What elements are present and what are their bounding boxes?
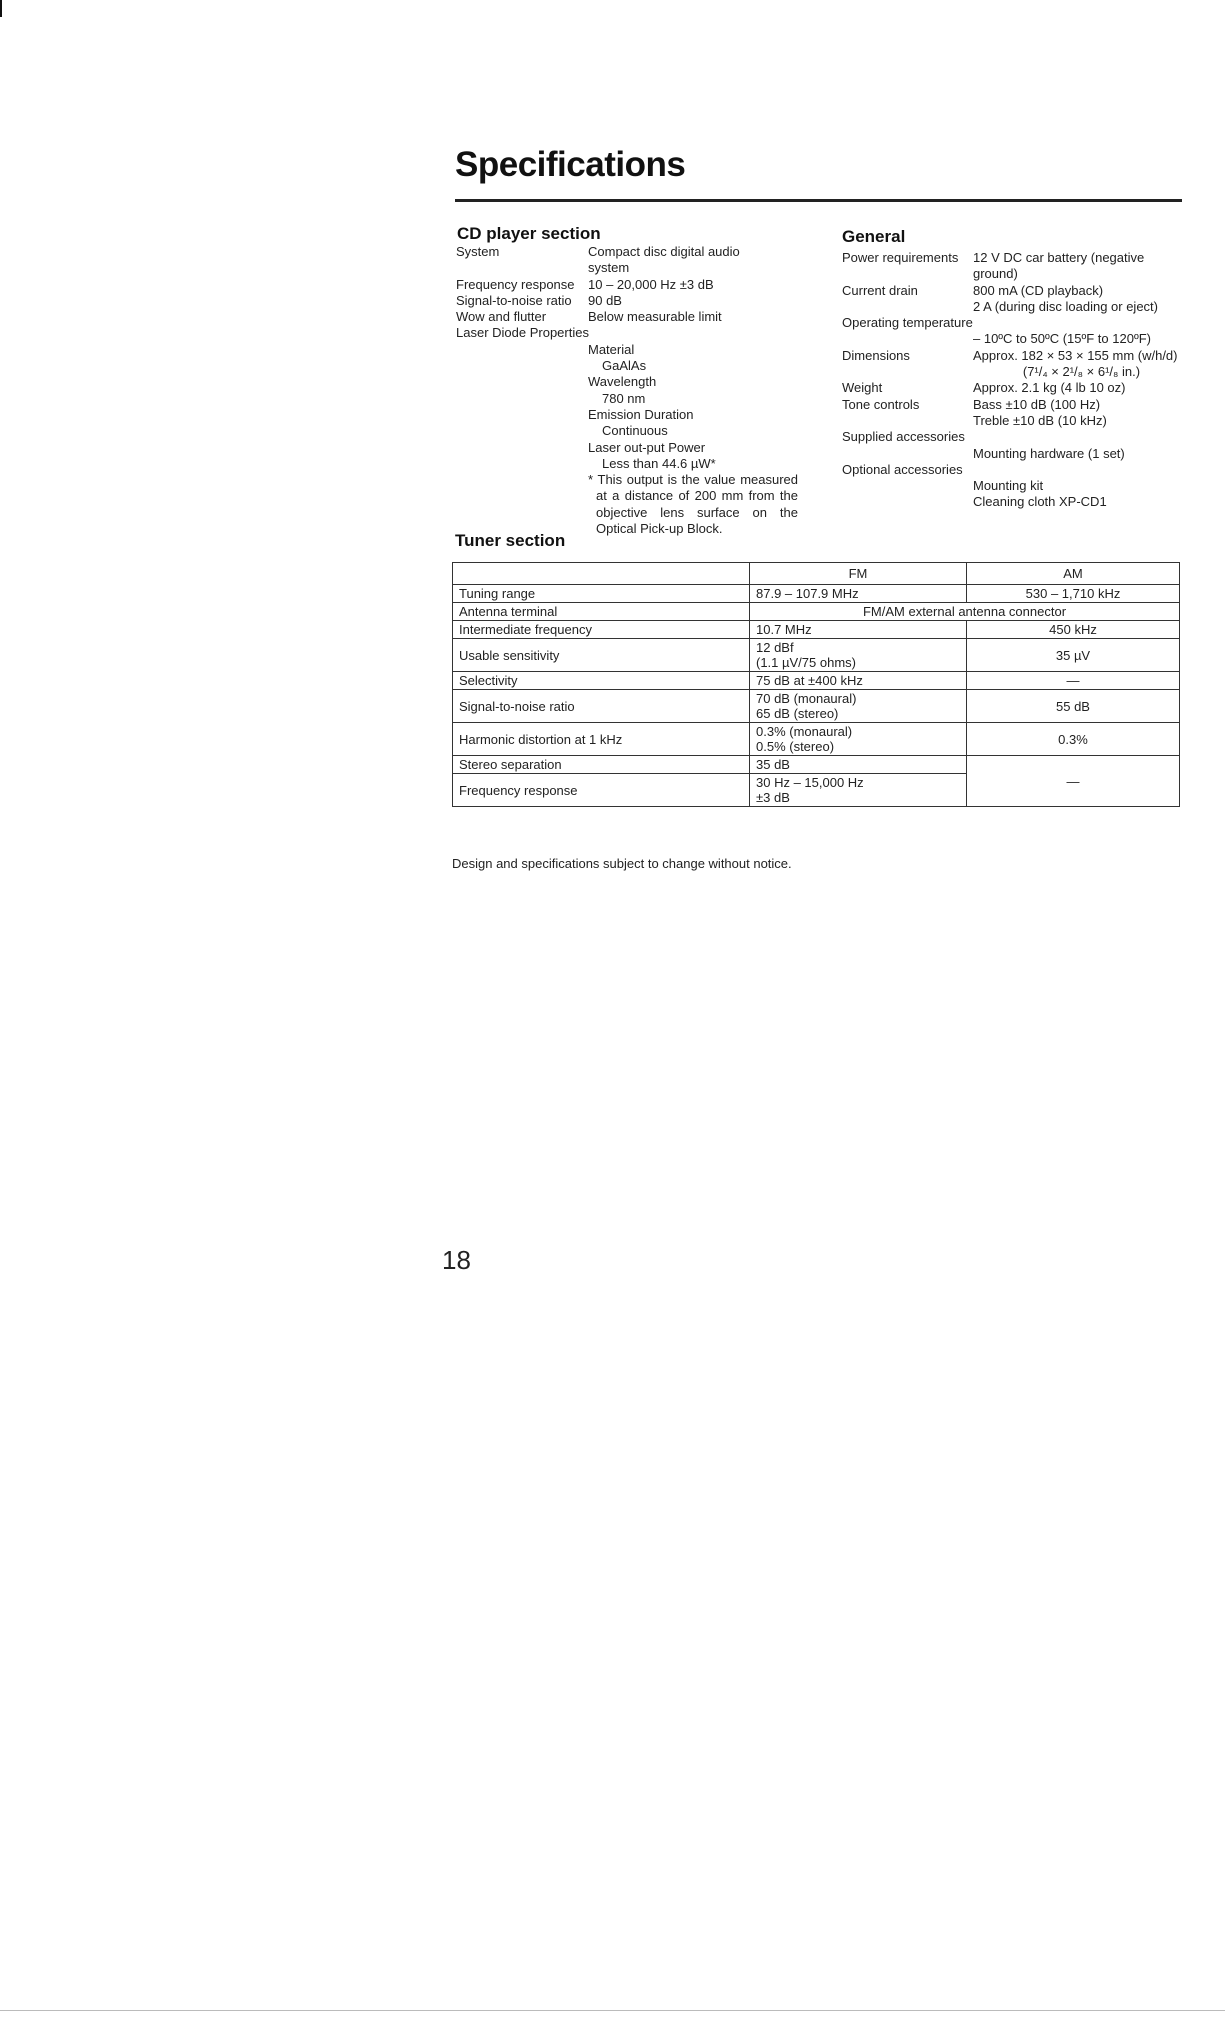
title-rule [455, 199, 1182, 202]
general-spec-dimensions [842, 348, 1192, 381]
laser-wavelength-label: Wavelength [588, 374, 657, 390]
am-value: 0.3% [967, 723, 1180, 756]
cd-spec-wow [456, 309, 796, 325]
table-header-row [453, 563, 1180, 585]
fm-value [750, 723, 967, 756]
spec-label: Weight [842, 380, 883, 396]
spec-value: – 10ºC to 50ºC (15ºF to 120ºF) [973, 331, 1151, 347]
fm-value [750, 690, 967, 723]
general-spec-power [842, 250, 1192, 283]
table-row [453, 690, 1180, 723]
spec-label: Current drain [842, 282, 918, 298]
laser-emission-label: Emission Duration [588, 406, 694, 422]
spec-label: Operating temperature [842, 315, 973, 331]
fm-value-line: 0.3% (monaural) [756, 724, 853, 739]
tuner-spec-table [452, 562, 1180, 807]
row-label: Usable sensitivity [453, 639, 750, 672]
spec-value: 2 A (during disc loading or eject) [973, 298, 1158, 314]
laser-power-value: Less than 44.6 µW* [602, 455, 716, 471]
am-value: 450 kHz [967, 621, 1180, 639]
am-value: — [967, 672, 1180, 690]
spec-value: Compact disc digital audio system [588, 244, 740, 276]
footer-notice: Design and specifications subject to change without notice. [452, 856, 792, 871]
table-row [453, 585, 1180, 603]
general-spec-weight [842, 380, 1192, 396]
cd-spec-system [456, 244, 796, 277]
table-row [453, 723, 1180, 756]
row-label: Selectivity [453, 672, 750, 690]
row-label: Frequency response [453, 774, 750, 807]
table-row [453, 756, 1180, 774]
spec-label: Supplied accessories [842, 429, 965, 445]
spec-value: Approx. 182 × 53 × 155 mm (w/h/d) [973, 347, 1178, 363]
fm-value: 87.9 – 107.9 MHz [750, 585, 967, 603]
laser-footnote: * This output is the value measured at a distance of 200 mm from the objective lens surface on the Optical Pick-up Block. [588, 472, 798, 537]
spec-value: 10 – 20,000 Hz ±3 dB [588, 276, 714, 292]
table-row [453, 621, 1180, 639]
fm-value-line: 0.5% (stereo) [756, 739, 835, 754]
spec-label: Tone controls [842, 396, 920, 412]
spec-label: Frequency response [456, 276, 575, 292]
fm-value: 35 dB [750, 756, 967, 774]
spec-label: Wow and flutter [456, 309, 547, 325]
general-spec-tone [842, 397, 1192, 430]
fm-value [750, 774, 967, 807]
spec-label: System [456, 244, 500, 259]
scan-bottom-line [0, 2010, 1225, 2011]
laser-emission-value: Continuous [602, 423, 668, 439]
am-value: 530 – 1,710 kHz [967, 585, 1180, 603]
cd-spec-snr [456, 293, 796, 309]
fm-value-line: 30 Hz – 15,000 Hz [756, 775, 864, 790]
am-value: 55 dB [967, 690, 1180, 723]
spec-value: 12 V DC car battery (negative ground) [973, 250, 1145, 282]
spec-value: Approx. 2.1 kg (4 lb 10 oz) [973, 380, 1126, 396]
general-spec-temperature [842, 315, 1192, 348]
cd-section-heading: CD player section [457, 224, 601, 243]
fm-value-line: 65 dB (stereo) [756, 706, 839, 721]
laser-wavelength-value: 780 nm [602, 390, 646, 406]
spec-value: Below measurable limit [588, 309, 722, 325]
spec-label: Signal-to-noise ratio [456, 292, 572, 308]
table-row [453, 603, 1180, 621]
cd-spec-frequency [456, 277, 796, 293]
spec-value: 800 mA (CD playback) [973, 282, 1104, 298]
table-row [453, 672, 1180, 690]
spec-value: Treble ±10 dB (10 kHz) [973, 412, 1107, 428]
spec-label: Dimensions [842, 347, 910, 363]
fm-am-value: FM/AM external antenna connector [750, 603, 1180, 621]
cd-spec-list [456, 244, 796, 537]
spec-label: Optional accessories [842, 461, 963, 477]
table-header-am: AM [967, 563, 1180, 585]
row-label: Antenna terminal [453, 603, 750, 621]
spec-value: Mounting kit [973, 478, 1044, 494]
fm-value-line: ±3 dB [756, 790, 790, 805]
page-title: Specifications [455, 145, 686, 184]
tuner-heading: Tuner section [455, 531, 566, 550]
fm-value: 10.7 MHz [750, 621, 967, 639]
fm-value-line: 70 dB (monaural) [756, 691, 857, 706]
fm-value-line: 12 dBf [756, 640, 794, 655]
laser-material-value: GaAlAs [602, 358, 647, 374]
spec-value: Bass ±10 dB (100 Hz) [973, 396, 1101, 412]
spec-value: (7¹/₄ × 2¹/₈ × 6¹/₈ in.) [1022, 364, 1141, 380]
table-row [453, 639, 1180, 672]
spec-value: Mounting hardware (1 set) [973, 445, 1125, 461]
row-label: Tuning range [453, 585, 750, 603]
table-header-fm: FM [750, 563, 967, 585]
general-spec-drain [842, 283, 1192, 316]
general-spec-optional [842, 462, 1192, 511]
scan-edge-mark [0, 0, 2, 17]
general-heading: General [842, 227, 906, 246]
fm-value: 75 dB at ±400 kHz [750, 672, 967, 690]
fm-value-line: (1.1 µV/75 ohms) [756, 655, 856, 670]
page-number: 18 [442, 1245, 471, 1275]
row-label: Intermediate frequency [453, 621, 750, 639]
spec-value: Cleaning cloth XP-CD1 [973, 494, 1107, 510]
am-value: — [967, 756, 1180, 807]
laser-power-label: Laser out-put Power [588, 439, 706, 455]
cd-spec-laser [456, 325, 796, 341]
row-label: Signal-to-noise ratio [453, 690, 750, 723]
spec-label: Power requirements [842, 250, 959, 265]
general-spec-list [842, 250, 1192, 511]
spec-label: Laser Diode Properties [456, 325, 589, 341]
am-value: 35 µV [967, 639, 1180, 672]
laser-properties [588, 342, 796, 472]
row-label: Harmonic distortion at 1 kHz [453, 723, 750, 756]
laser-material-label: Material [588, 341, 635, 357]
spec-value: 90 dB [588, 292, 622, 308]
fm-value [750, 639, 967, 672]
table-header-blank [453, 563, 750, 585]
general-spec-supplied [842, 429, 1192, 462]
row-label: Stereo separation [453, 756, 750, 774]
